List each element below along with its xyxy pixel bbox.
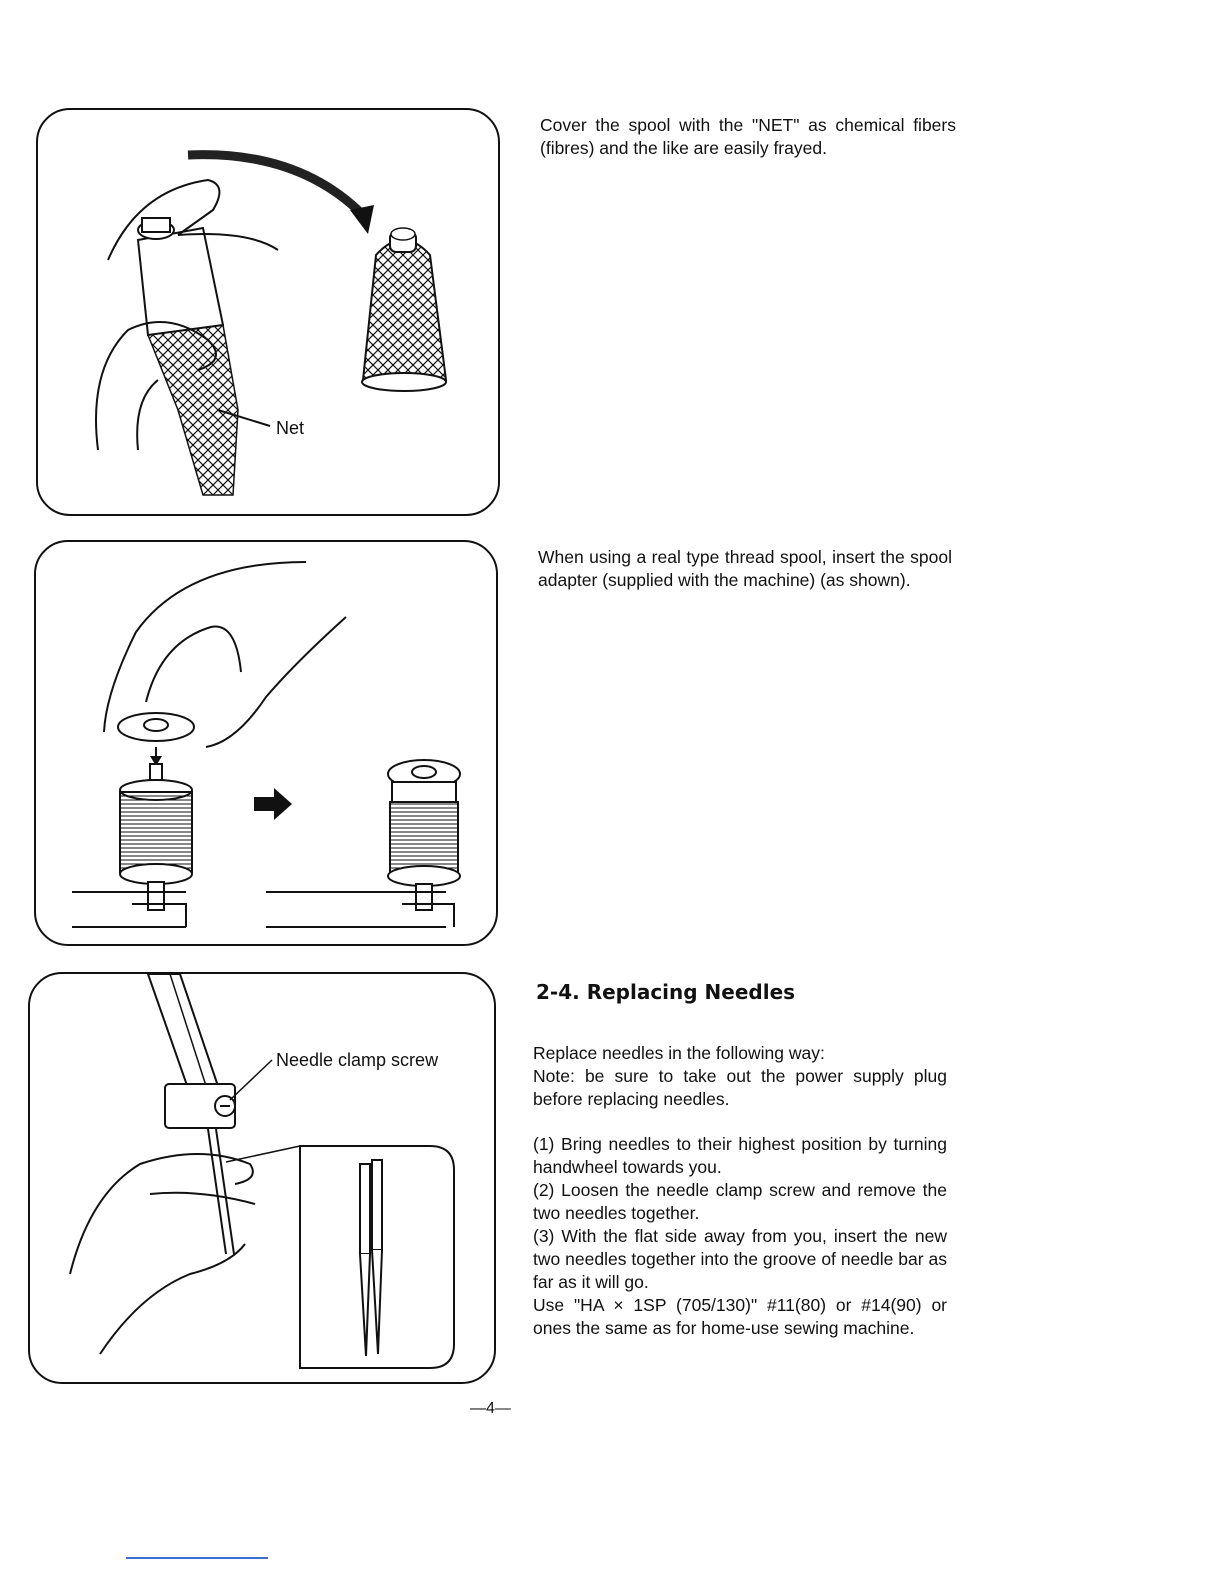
- note-line: Note: be sure to take out the power supply plug before replacing needles.: [533, 1066, 947, 1109]
- illustration-needle-panel: [28, 972, 496, 1384]
- needle-type: Use "HA × 1SP (705/130)" #11(80) or #14(90) or ones the same as for home-use sewing machine.: [533, 1295, 947, 1338]
- net-label: Net: [276, 418, 305, 438]
- step-1: (1) Bring needles to their highest position by turning handwheel towards you.: [533, 1134, 947, 1177]
- needle-illustration: [30, 974, 494, 1382]
- section-heading: 2-4. Replacing Needles: [536, 980, 796, 1004]
- net-illustration: [38, 110, 498, 514]
- adapter-illustration: [36, 542, 496, 944]
- divider: [126, 1557, 268, 1559]
- step-2: (2) Loosen the needle clamp screw and remove the two needles together.: [533, 1180, 947, 1223]
- step-3: (3) With the flat side away from you, insert the new two needles together into the groove of needle bar as far as it will go.: [533, 1226, 947, 1292]
- replacing-needles-instructions: [533, 1042, 947, 1340]
- page-number: —4—: [470, 1400, 511, 1417]
- illustration-adapter-panel: [34, 540, 498, 946]
- adapter-instruction: When using a real type thread spool, insert the spool adapter (supplied with the machine) (as shown).: [538, 547, 952, 590]
- illustration-net-panel: [36, 108, 500, 516]
- net-instruction: Cover the spool with the "NET" as chemical fibers (fibres) and the like are easily frayed.: [540, 115, 956, 158]
- intro-line: Replace needles in the following way:: [533, 1043, 825, 1063]
- needle-clamp-screw-label: Needle clamp screw: [276, 1050, 439, 1070]
